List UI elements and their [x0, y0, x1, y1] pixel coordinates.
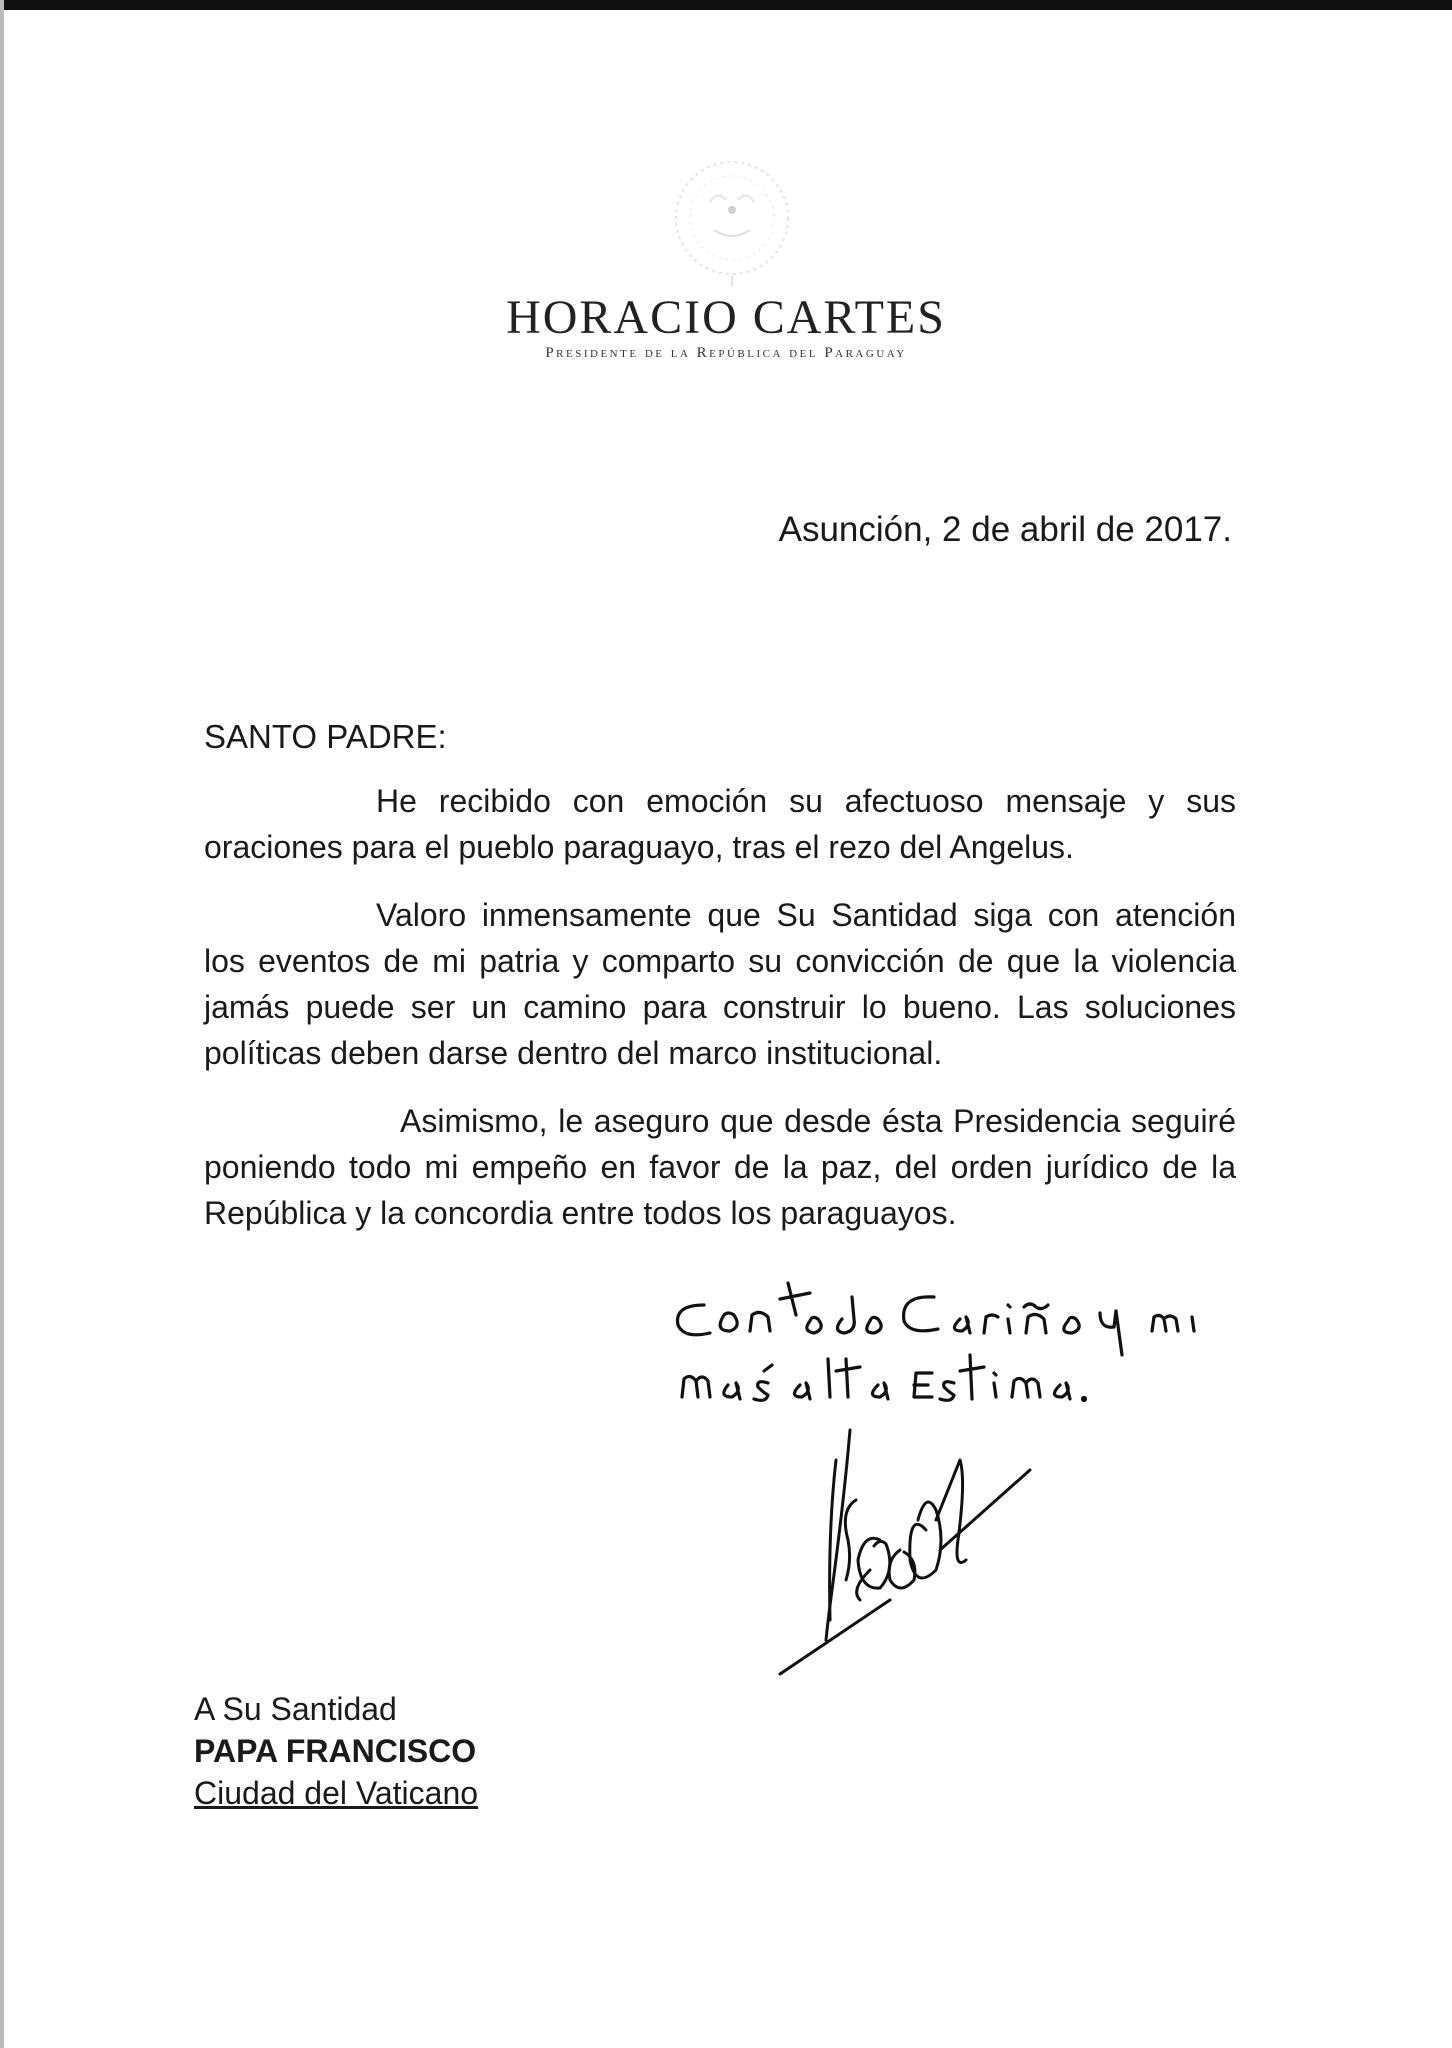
scan-top-edge: [0, 0, 1452, 10]
salutation: SANTO PADRE:: [204, 718, 447, 755]
handwritten-closing: [664, 1275, 1224, 1435]
recipient-name: PAPA FRANCISCO: [194, 1733, 477, 1769]
signature: [740, 1420, 1040, 1680]
letter-date: Asunción, 2 de abril de 2017.: [778, 510, 1232, 549]
body-paragraph-1: He recibido con emoción su afectuoso mensaje y sus oraciones para el pueblo paraguayo, tras el rezo del Angelus.: [204, 783, 1236, 865]
recipient-title: A Su Santidad: [194, 1691, 397, 1727]
recipient-block: [194, 1688, 478, 1814]
body-paragraph-3: Asimismo, le aseguro que desde ésta Presidencia seguiré poniendo todo mi empeño en favor de la paz, del orden jurídico de la República y la concordia entre todos los paraguayos.: [204, 1103, 1236, 1231]
letterhead-title: Presidente de la República del Paraguay: [545, 345, 907, 361]
letterhead-name: HORACIO CARTES: [506, 291, 946, 344]
letter-body: [204, 778, 1236, 1258]
body-paragraph-2: Valoro inmensamente que Su Santidad siga con atención los eventos de mi patria y comparto su convicción de que la violencia jamás puede ser un camino para construir lo bueno. Las soluciones políticas deben darse dentro del marco institucional.: [204, 897, 1236, 1071]
recipient-place: Ciudad del Vaticano: [194, 1775, 479, 1811]
national-seal-icon: [652, 150, 812, 290]
